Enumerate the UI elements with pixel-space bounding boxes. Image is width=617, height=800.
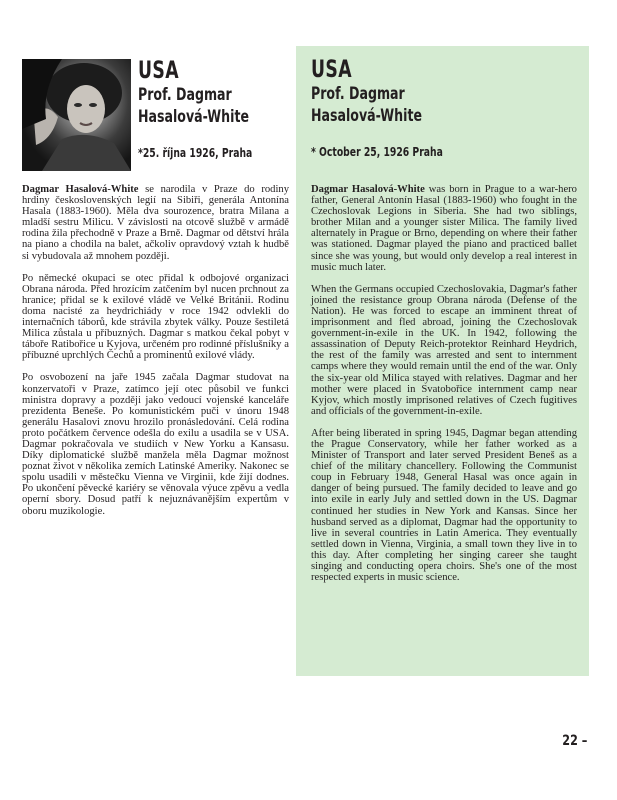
english-paragraph-2: When the Germans occupied Czechoslovakia, Dagmar's father joined the resistance group Obrana národa (Defense of the Nation). He was forced to escape an imminent threat of imprisonment and fled abroad, joining the Czechoslovak government-in-exile in the UK. In 1942, following the assassination of Deputy Reich-protektor Reinhard Heydrich, the rest of the family was arrested and sent to internment camps where they would remain until the end of the war. Only the six-year old Milica stayed with relatives. Dagmar and her mother were placed in Svatobořice internment camp near Kyjov, which mostly imprisoned relatives of Czech fugitives and officials of the government-in-exile. bbox=[311, 283, 577, 417]
czech-paragraph-2: Po německé okupaci se otec přidal k odbojové organizaci Obrana národa. Před hrozícím zatčením byl nucen prchnout za hranice; přidal se k exilové vládě ve Velké Británii. Rodinu doma nacisté za heydrichiády v roce 1942 odvlekli do internačních táborů, kde strávila zbytek války. Pouze šestiletá Milica zůstala u příbuzných. Dagmar s matkou čekal pobyt v táboře Ratibořice u Kyjova, určeném pro rodinné příslušníky a příbuzné uprchlých Čechů a prominentů exilové vlády. bbox=[22, 272, 289, 362]
lead-name: Dagmar Hasalová-White bbox=[22, 184, 139, 195]
country-heading: USA bbox=[138, 56, 179, 84]
czech-heading-block bbox=[138, 57, 288, 161]
english-paragraph-3: After being liberated in spring 1945, Dagmar began attending the Prague Conservatory, while her father worked as a Minister of Transport and later served President Beneš as a chief of the military chancellery. Following the Communist coup in February 1948, General Hasal was once again in danger of being pursued. The family decided to leave and go into exile in early July and settled down in the US. Dagmar continued her studies in New York and Kansas. Since her husband served as a diplomat, Dagmar had the opportunity to live in several countries in Latin America. They eventually settled down in Vienna, Virginia, a small town they live in to this day. After completing her singing career she taught singing and conducting opera choirs. She's one of the most respected experts in music science. bbox=[311, 427, 577, 584]
english-header bbox=[311, 56, 577, 184]
paragraph-text: se narodila v Praze do rodiny hrdiny československých legií na Sibiři, generála Antonína Hasala (1883-1960). Měla dva sourozence, bratra Milana a mladší sestru Milicu. V závislosti na otcově službě v armádě rodina žila přechodně v Praze a Brně. Dagmar od dětství hrála na piano a chodila na balet, ačkoliv opravdový vztah k hudbě si vybudovala až mnohem později. bbox=[22, 184, 289, 262]
birth-date: * October 25, 1926 Praha bbox=[311, 144, 443, 159]
czech-paragraph-3: Po osvobození na jaře 1945 začala Dagmar studovat na konzervatoři v Praze, zatímco její otec působil ve funkci ministra dopravy a později jako vedoucí vojenské kanceláře prezidenta Beneše. Po komunistickém puči v únoru 1948 generálu Hasalovi znovu hrozilo pronásledování. Celá rodina proto počátkem července odešla do exilu a usadila se v USA. Dagmar pokračovala ve studiích v New Yorku a Kansasu. Díky diplomatické službě manžela měla Dagmar možnost poznat život v několika zemích Latinské Ameriky. Nakonec se spolu usadili v městečku Vienna ve Virginii, kde žijí dodnes. Po ukončení pěvecké kariéry se věnovala výuce zpěvu a vedla operní sbory. Dosud patří k nejuznávanějším expertům v oboru muzikologie. bbox=[22, 372, 289, 517]
name-heading-line2: Hasalová-White bbox=[138, 107, 249, 127]
name-heading-line2: Hasalová-White bbox=[311, 106, 422, 126]
page-number: 22 – bbox=[561, 733, 587, 749]
lead-name: Dagmar Hasalová-White bbox=[311, 184, 425, 195]
czech-column bbox=[22, 46, 289, 528]
country-heading: USA bbox=[311, 55, 352, 83]
birth-date: *25. října 1926, Praha bbox=[138, 145, 253, 160]
name-heading-line1: Prof. Dagmar bbox=[138, 85, 232, 105]
portrait-photo bbox=[22, 59, 131, 171]
english-paragraph-1 bbox=[311, 184, 577, 273]
paragraph-text: was born in Prague to a war-hero father, General Antonín Hasal (1883-1960) who fought in the Czechoslovak Legions in Siberia. She had two siblings, brother Milan and a younger sister Milica. The family lived alternately in Prague or Brno, depending on where their father was stationed. Dagmar played the piano and practiced ballet since she was young, but would only develop a real interest in music much later. bbox=[311, 184, 577, 273]
czech-paragraph-1 bbox=[22, 184, 289, 262]
portrait-illustration bbox=[22, 59, 131, 171]
english-column bbox=[296, 46, 589, 676]
czech-header bbox=[22, 46, 289, 184]
name-heading-line1: Prof. Dagmar bbox=[311, 84, 405, 104]
